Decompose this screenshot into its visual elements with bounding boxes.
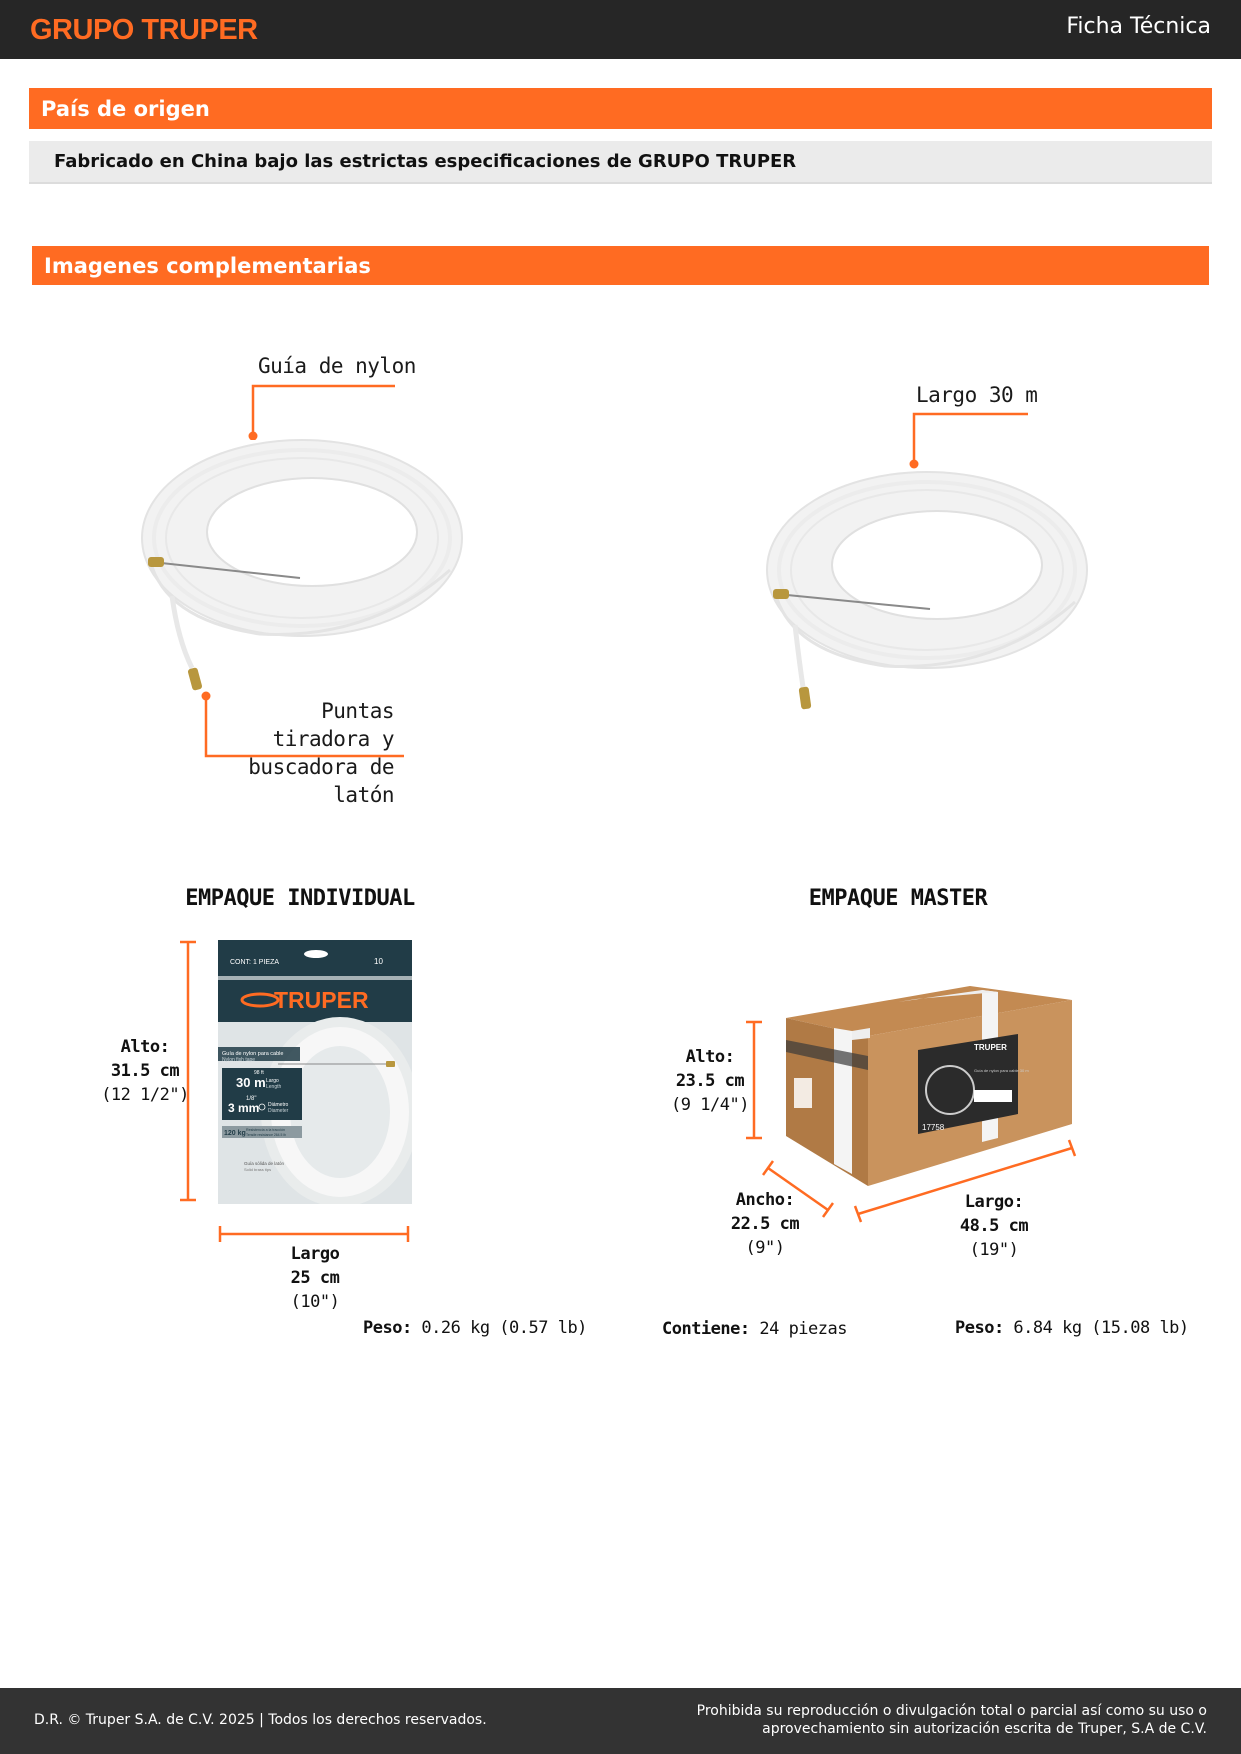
bag-tips: Guía sólida de latón bbox=[244, 1161, 285, 1166]
master-largo-label: Largo: bbox=[964, 1192, 1024, 1212]
master-width-label bbox=[715, 1188, 815, 1260]
master-alto-in: (9 1/4") bbox=[671, 1095, 749, 1115]
master-ancho-cm: 22.5 cm bbox=[730, 1214, 800, 1234]
coil-image-right bbox=[745, 455, 1105, 755]
callout-tips bbox=[214, 697, 394, 809]
individual-width-label bbox=[265, 1242, 365, 1314]
brand-logo: GRUPO TRUPER bbox=[30, 14, 258, 46]
bag-top-right: 10 bbox=[374, 957, 383, 966]
document-title: Ficha Técnica bbox=[1066, 14, 1211, 39]
bag-line1: Guía de nylon para cable bbox=[222, 1051, 284, 1057]
bag-fraction: 1/8" bbox=[246, 1096, 257, 1102]
box-desc: Guía de nylon para cable 30 m bbox=[974, 1068, 1029, 1073]
bag-tips-en: Solid brass tips bbox=[244, 1167, 272, 1172]
individual-weight bbox=[363, 1318, 587, 1338]
individual-pack-title: EMPAQUE INDIVIDUAL bbox=[185, 886, 415, 911]
master-height-label bbox=[660, 1045, 760, 1117]
callout-nylon: Guía de nylon bbox=[258, 354, 416, 378]
bag-length-ft: 98 ft bbox=[254, 1070, 264, 1076]
individual-width-line bbox=[216, 1224, 412, 1244]
individual-peso-value: 0.26 kg (0.57 lb) bbox=[411, 1318, 587, 1338]
bag-length-label-en: Length bbox=[266, 1084, 282, 1090]
individual-largo-in: (10") bbox=[290, 1292, 340, 1312]
bag-weight-label-en: Tensile resistance 264.5 lb bbox=[246, 1133, 286, 1137]
origin-text: Fabricado en China bajo las estrictas especificaciones de GRUPO TRUPER bbox=[29, 141, 1212, 184]
master-contents bbox=[662, 1319, 847, 1339]
box-brand: TRUPER bbox=[974, 1043, 1007, 1052]
master-contiene-value: 24 piezas bbox=[749, 1319, 847, 1339]
page-header bbox=[0, 0, 1241, 59]
copyright-text: D.R. © Truper S.A. de C.V. 2025 | Todos los derechos reservados. bbox=[34, 1712, 487, 1728]
legal-notice-line2: aprovechamiento sin autorización escrita de Truper, S.A de C.V. bbox=[762, 1721, 1207, 1737]
callout-length: Largo 30 m bbox=[916, 383, 1038, 407]
master-pack-title: EMPAQUE MASTER bbox=[808, 886, 988, 911]
bag-length: 30 m bbox=[236, 1075, 266, 1090]
master-largo-in: (19") bbox=[969, 1240, 1019, 1260]
bag-length-label: Largo bbox=[266, 1078, 279, 1084]
individual-bag-image bbox=[218, 940, 412, 1204]
individual-largo-cm: 25 cm bbox=[290, 1268, 340, 1288]
master-peso-value: 6.84 kg (15.08 lb) bbox=[1003, 1318, 1189, 1338]
box-code: 17758 bbox=[922, 1123, 945, 1132]
callout-line-nylon bbox=[245, 380, 405, 440]
individual-height-label bbox=[95, 1035, 195, 1107]
master-largo-cm: 48.5 cm bbox=[959, 1216, 1029, 1236]
bag-diameter-label-en: Diameter bbox=[268, 1108, 289, 1114]
individual-alto-cm: 31.5 cm bbox=[110, 1061, 180, 1081]
callout-tips-line2: buscadora de latón bbox=[248, 755, 394, 807]
bag-diameter: 3 mm bbox=[228, 1101, 260, 1115]
master-ancho-in: (9") bbox=[745, 1238, 785, 1258]
master-contiene-label: Contiene: bbox=[662, 1319, 750, 1339]
legal-notice-line1: Prohibida su reproducción o divulgación total o parcial así como su uso o bbox=[696, 1703, 1207, 1719]
individual-largo-label: Largo bbox=[290, 1244, 340, 1264]
master-length-label bbox=[944, 1190, 1044, 1262]
bag-brand: TRUPER bbox=[274, 987, 369, 1013]
master-weight bbox=[955, 1318, 1189, 1338]
individual-alto-in: (12 1/2") bbox=[101, 1085, 189, 1105]
bag-weight-label: Resistencia a la tracción bbox=[246, 1128, 285, 1132]
bag-diameter-label: Diámetro bbox=[268, 1102, 289, 1108]
individual-peso-label: Peso: bbox=[363, 1318, 412, 1338]
master-alto-cm: 23.5 cm bbox=[675, 1071, 745, 1091]
origin-heading: País de origen bbox=[29, 88, 1212, 129]
page-footer bbox=[0, 1688, 1241, 1754]
legal-notice bbox=[697, 1702, 1207, 1738]
master-peso-label: Peso: bbox=[955, 1318, 1004, 1338]
callout-line-length bbox=[908, 408, 1033, 472]
callout-tips-line1: Puntas tiradora y bbox=[272, 699, 394, 751]
individual-alto-label: Alto: bbox=[120, 1037, 170, 1057]
bag-line2: Nylon fish tape bbox=[222, 1057, 256, 1063]
bag-top-left: CONT: 1 PIEZA bbox=[230, 959, 280, 966]
master-ancho-label: Ancho: bbox=[735, 1190, 795, 1210]
images-heading: Imagenes complementarias bbox=[32, 246, 1209, 285]
bag-weight: 120 kg bbox=[224, 1130, 246, 1137]
master-alto-label: Alto: bbox=[685, 1047, 735, 1067]
